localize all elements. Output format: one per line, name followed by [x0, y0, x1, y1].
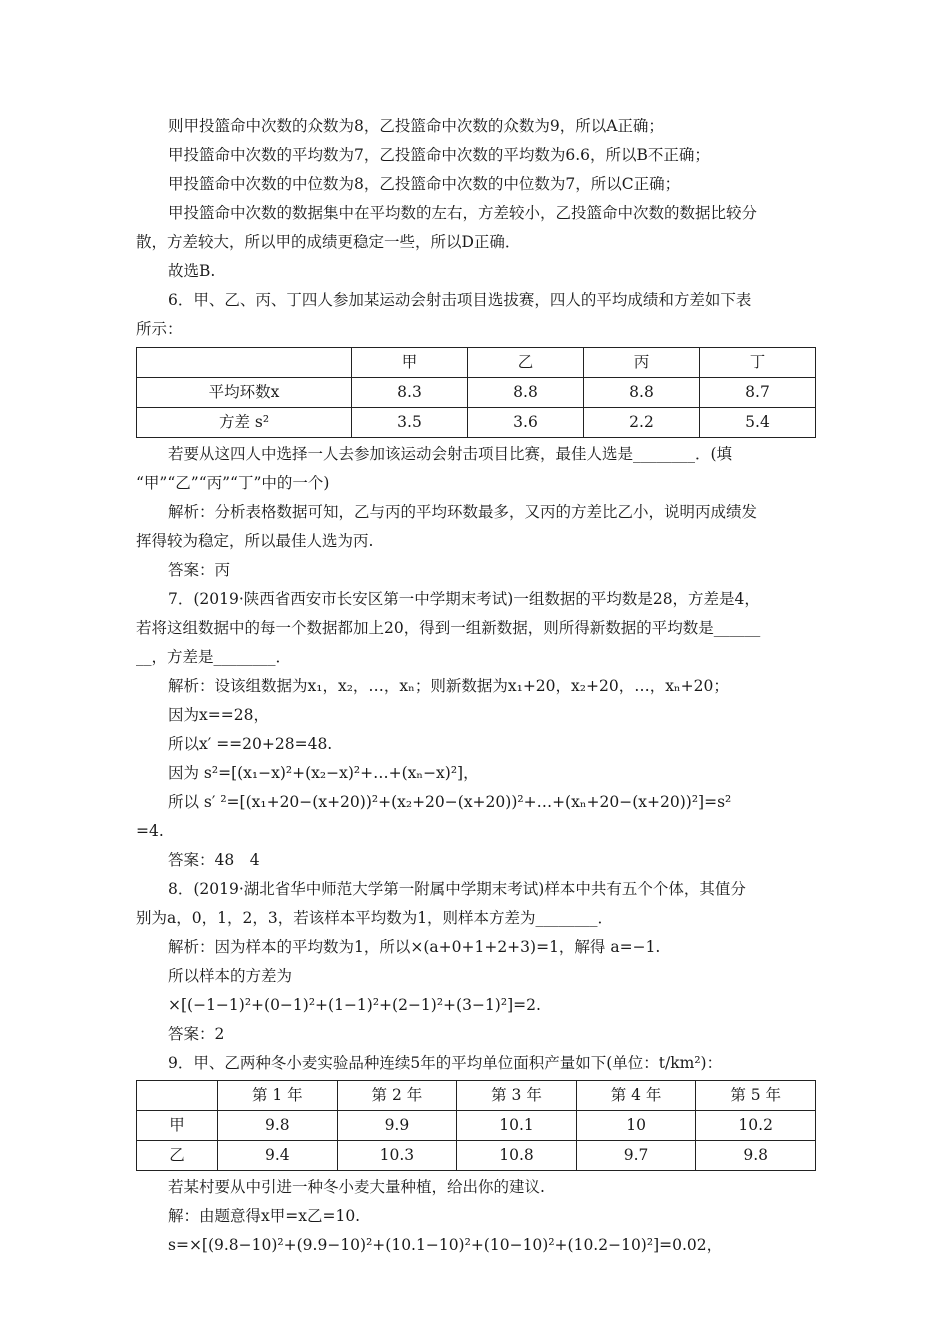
text-line: 甲投篮命中次数的数据集中在平均数的左右，方差较小，乙投篮命中次数的数据比较分	[168, 204, 758, 222]
table-cell: 9.8	[696, 1141, 816, 1171]
table-row	[137, 1111, 816, 1141]
formula-line: 因为x==28，	[168, 706, 269, 724]
table-header-cell: 第 1 年	[218, 1081, 338, 1111]
table-cell: 3.5	[352, 408, 468, 438]
table-cell: 9.4	[218, 1141, 338, 1171]
text-line: __，方差是________．	[136, 648, 292, 666]
formula-line: 因为 s²=[(x₁−x)²+(x₂−x)²+…+(xₙ−x)²]，	[168, 764, 479, 782]
text-line: 甲投篮命中次数的中位数为8，乙投篮命中次数的中位数为7，所以C正确；	[168, 175, 681, 193]
table-cell: 甲	[137, 1111, 218, 1141]
formula-line: ×[(−1−1)²+(0−1)²+(1−1)²+(2−1)²+(3−1)²]=2.	[168, 996, 541, 1014]
text-line: 故选B.	[168, 262, 216, 280]
analysis-text: 解析：分析表格数据可知，乙与丙的平均环数最多，又丙的方差比乙小，说明丙成绩发	[168, 503, 758, 521]
formula-line: s=×[(9.8−10)²+(9.9−10)²+(10.1−10)²+(10−10)²+(10.2−10)²]=0.02，	[168, 1236, 723, 1254]
table-header-cell: 第 4 年	[576, 1081, 696, 1111]
text-line: “甲”“乙”“丙”“丁”中的一个)	[136, 474, 330, 492]
formula-line: 所以 s′ ²=[(x₁+20−(x+20))²+(x₂+20−(x+20))²+…+(xₙ+20−(x+20))²]=s²	[168, 793, 732, 811]
table-header-cell: 第 2 年	[337, 1081, 457, 1111]
table-cell: 9.7	[576, 1141, 696, 1171]
analysis-text: 解析：设该组数据为x₁，x₂，…，xₙ；则新数据为x₁+20，x₂+20，…，xₙ+20；	[168, 677, 729, 695]
text-line: 若某村要从中引进一种冬小麦大量种植，给出你的建议.	[168, 1178, 545, 1196]
table-cell: 8.7	[700, 378, 816, 408]
table-cell: 9.9	[337, 1111, 457, 1141]
table-header-row	[137, 348, 816, 378]
text-line: 所示：	[136, 320, 183, 338]
table-cell: 乙	[137, 1141, 218, 1171]
table-cell: 10	[576, 1111, 696, 1141]
answer-text: 答案：2	[168, 1025, 225, 1043]
analysis-text: 解析：因为样本的平均数为1，所以×(a+0+1+2+3)=1，解得 a=−1.	[168, 938, 661, 956]
answer-text: 答案：48 4	[168, 851, 260, 869]
table-cell: 10.2	[696, 1111, 816, 1141]
table-row	[137, 1141, 816, 1171]
text-line: 甲投篮命中次数的平均数为7，乙投篮命中次数的平均数为6.6，所以B不正确；	[168, 146, 710, 164]
question-7-text: 7．(2019·陕西省西安市长安区第一中学期末考试)一组数据的平均数是28，方差是4，	[168, 590, 760, 608]
text-line: 则甲投篮命中次数的众数为8，乙投篮命中次数的众数为9，所以A正确；	[168, 117, 664, 135]
table-cell: 8.8	[584, 378, 700, 408]
text-line: 别为a，0，1，2，3，若该样本平均数为1，则样本方差为________．	[136, 909, 614, 927]
table-header-cell: 第 5 年	[696, 1081, 816, 1111]
solution-text: 解：由题意得x甲=x乙=10.	[168, 1207, 361, 1225]
text-line: 散，方差较大，所以甲的成绩更稳定一些，所以D正确．	[136, 233, 521, 251]
table-header-cell: 乙	[468, 348, 584, 378]
answer-text: 答案：丙	[168, 561, 231, 579]
table-header-cell: 第 3 年	[457, 1081, 577, 1111]
shooting-stats-table	[136, 347, 816, 438]
table-cell: 9.8	[218, 1111, 338, 1141]
table-header-cell	[137, 1081, 218, 1111]
table-row	[137, 378, 816, 408]
table-header-cell: 丙	[584, 348, 700, 378]
text-line: 所以样本的方差为	[168, 967, 293, 985]
table-cell: 2.2	[584, 408, 700, 438]
table-cell: 8.3	[352, 378, 468, 408]
wheat-yield-table	[136, 1080, 816, 1171]
table-cell: 平均环数x	[137, 378, 352, 408]
document-page	[136, 112, 816, 1260]
table-row	[137, 408, 816, 438]
question-8-text: 8．(2019·湖北省华中师范大学第一附属中学期末考试)样本中共有五个个体，其值分	[168, 880, 746, 898]
table-cell: 10.1	[457, 1111, 577, 1141]
table-header-cell: 甲	[352, 348, 468, 378]
formula-line: 所以x′ ==20+28=48.	[168, 735, 333, 753]
table-cell: 8.8	[468, 378, 584, 408]
question-6-text: 6．甲、乙、丙、丁四人参加某运动会射击项目选拔赛，四人的平均成绩和方差如下表	[168, 291, 752, 309]
text-line: 若要从这四人中选择一人去参加该运动会射击项目比赛，最佳人选是________．(填	[168, 445, 733, 463]
table-header-row	[137, 1081, 816, 1111]
table-cell: 3.6	[468, 408, 584, 438]
question-9-text: 9．甲、乙两种冬小麦实验品种连续5年的平均单位面积产量如下(单位：t/km²)：	[168, 1054, 723, 1072]
text-line: 挥得较为稳定，所以最佳人选为丙.	[136, 532, 374, 550]
table-header-cell	[137, 348, 352, 378]
table-cell: 10.8	[457, 1141, 577, 1171]
table-header-cell: 丁	[700, 348, 816, 378]
formula-line: =4.	[136, 822, 164, 840]
table-cell: 5.4	[700, 408, 816, 438]
table-cell: 方差 s²	[137, 408, 352, 438]
text-line: 若将这组数据中的每一个数据都加上20，得到一组新数据，则所得新数据的平均数是______	[136, 619, 761, 637]
table-cell: 10.3	[337, 1141, 457, 1171]
